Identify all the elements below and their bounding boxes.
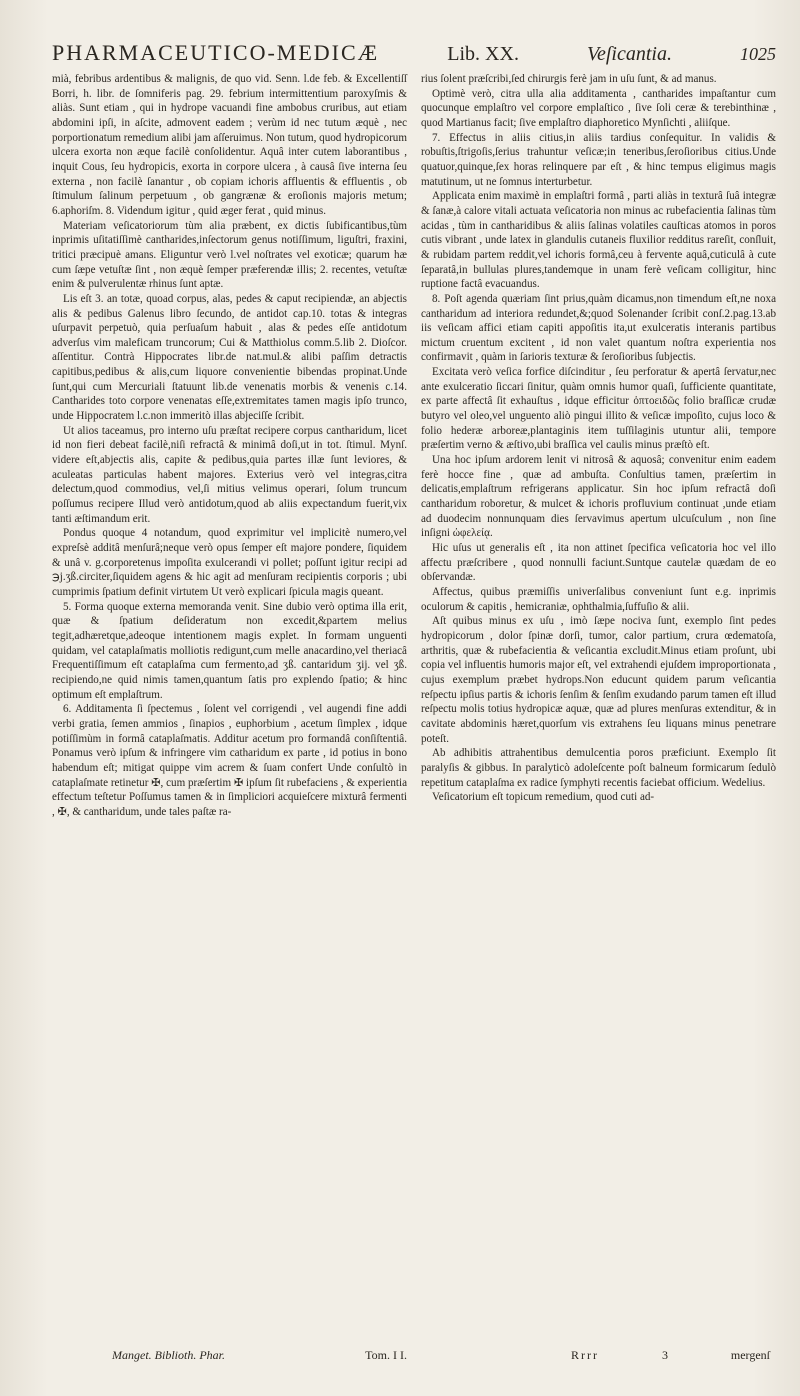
running-title: PHARMACEUTICO-MEDICÆ — [52, 40, 380, 65]
paragraph: rius ſolent præſcribi,ſed chirurgis ferè jam in uſu ſunt, & ad manus. — [421, 73, 717, 85]
signature-number: 3 — [661, 1348, 668, 1362]
paragraph: 8. Poſt agenda quæriam ſint prius,quàm dicamus,non timendum eſt,ne noxa cantharidum ad interiora redundet,&;quod Solenander ſcribit conſ.2.pag.13.ab iis veſicam affici etiam capiti appoſitis ita,ut exulceratis interanis partibus mictum cruentum excitent , id non valet quantum noſtra experientia nos confirmavit , quàm in ſarioris texturæ & ſeroſioribus ſubjectis. — [421, 292, 776, 364]
paragraph: Veſicatorium eſt topicum remedium, quod cuti ad- — [432, 791, 655, 804]
section-title: Veſicantia. — [586, 43, 672, 65]
book-number: Lib. XX. — [447, 43, 519, 65]
paragraph: Pondus quoque 4 notandum, quod exprimitur vel implicitè numero,vel expreſsè additâ menſurâ;neque verò opus ſemper eſt majore pondere, ſiquidem & unâ v. g.corporetenus impoſita exulcerandi vi pollet; poſſunt igitur recipi ad ℈j.ʒß.circiter,ſiquidem agens & hic agit ad menſuram recipientis corporis ; ubi cumprimis ſpatium definit virtutem Ut verò explicari ſpicula magis queant. — [52, 527, 407, 598]
paragraph: Una hoc ipſum ardorem lenit vi nitrosâ & aquosâ; convenitur enim eadem ferè hocce fine , quæ ad ambuſta. Conſultius tamen, præſertim in delicatis,emplaſtrum refrigerans applicatur. Sin hoc ipſum refractâ doſi cantharidum roboretur, & mulcet & ichoris profluvium continuat ,unde etiam ad duodecim nonnunquam dies ſervavimus apertum ulcuſculum , non ſine inſigni ὠφελείᾳ. — [421, 454, 776, 540]
paragraph: 5. Forma quoque externa memoranda venit. Sine dubio verò optima illa erit, quæ & ſpatium deſideratum non excedit,&partem melius tegit,adhæretque,adeoque intentionem magis explet. In formam unguenti quidam, vel cataplaſmatis molliotis redigunt,cum melle anacardino,vel theriacâ Frequentiſſimum eſt cataplaſma cum fermento,ad ʒß. cantaridum ʒij. vel ʒß. recipiendo,ne quid nimis tamen,quantum ſatis pro explendo ſpatio; & hinc optimum eſt emplaſtrum. — [52, 600, 407, 701]
paragraph: Materiam veſicatoriorum tùm alia præbent, ex dictis ſubificantibus,tùm inprimis uſitatiſſimè cantharides,inſectorum genus notiſſimum, liguſtri, fraxini, tritici præcipuè amans. Eliguntur verò l.vel noſtrates vel exoticæ; quarum hæ cum ſæpe vetuſtæ ſint , non æquè ſemper præferendæ illis; 2. recentes, vetuſtæ enim & pulverulentæ rhinus ſunt aptæ. — [52, 219, 407, 291]
right-column — [421, 72, 776, 819]
page-number: 1025 — [740, 44, 776, 64]
signature-mark: Rrrr — [571, 1348, 599, 1362]
paragraph: Ab adhibitis attrahentibus demulcentia poros præficiunt. Exemplo ſit paralyſis & gibbus. In paralyticò adoleſcente poſt balneum formicarum ſedulò repetitum cataplaſma ex radice ſymphyti recentis faciebat officium. Wedelius. — [421, 747, 776, 789]
paragraph: 6. Additamenta ſi ſpectemus , ſolent vel corrigendi , vel augendi fine addi verbi gratia, ſemen ammios , ſinapios , euphorbium , acetum ſimplex , idque potiſſimùm in formâ cataplaſmatis. Additur acetum pro formandâ conſiſtentiâ. Ponamus verò ipſum & infringere vim catharidum ex parte , id potius in bono habendum eſt; mitigat quippe vim acrem & ſuam confert Unde conſultò in cataplaſmate retinetur ✠, cum præſertim ✠ ipſum ſit rubefaciens , & experientia effectum teſtetur Poſſumus tamen & in ſimpliciori acquieſcere mixturâ fermenti , ✠, & cantharidum, unde tales paſtæ ra- — [52, 703, 407, 818]
paragraph: Excitata verò veſica forfice diſcinditur , ſeu perforatur & apertâ ſervatur,nec ante exulceratio ſiccari ſinitur, quàm omnis humor quaſi, ſufficiente quantitate, ex parte affectâ ſit exhauſtus , idque efficitur ὀπτοειδῶς folio braſſicæ crudæ butyro vel oleo,vel unguento aliò pingui illito & veſicæ impoſito, cujus loco & folio hederæ arboreæ,plantaginis item tuſſilaginis utuntur alii, tempore præſertim verno & æſtivo,ubi braſſica vel caulis minus præſtò eſt. — [421, 366, 776, 452]
paragraph: Affectus, quibus præmiſſis univerſalibus conveniunt ſunt e.g. inprimis oculorum & capitis , hemicraniæ, ophthalmia,ſuffuſio & alii. — [421, 585, 776, 613]
paragraph: Lis eſt 3. an totæ, quoad corpus, alas, pedes & caput recipiendæ, an abjectis alis & pedibus Galenus libro ſecundo, de antidot cap.10. totas & integras uſurpavit perpetuò, quia perſuaſum habuit , alas & pedes eſſe antidotum adverſus vim maleficam truncorum; Cui & Matthiolus comm.5.lib 2. Dioſcor. aſſentitur. Contrà Hippocrates libr.de nat.mul.& alibi paſſim detractis capitibus,pedibus & alis,cum liquore convenientie bibendas propinat.Unde ſunt,qui cum Mercuriali ſtatuunt lib.de venenatis morbis & venenis c.14. Cantharides toto corpore venenatas eſſe,extremitates tamen magis ipſo trunco, unde Hippocratem l.c.non immeritò illas abjeciſſe ſcribit. — [52, 292, 407, 423]
left-column — [52, 72, 407, 819]
paragraph: Aſt quibus minus ex uſu , imò ſæpe nociva ſunt, exemplo ſint pedes hydropicorum , dolor ſpinæ dorſi, tumor, calor partium, crura œdematoſa, arthritis, quæ & rubefacientia & veſicantia excludit.Minus etiam proſunt, ubi copia vel influentis humoris major eſt, vel extrahendi ejuſdem improportionata , cujus exemplum præbet hydrops.Non educunt quidem parum veſicantia reſpectu ipſius partis & ichoris ſenſim & ſenſim exudando parum tamen eſt illud reſpectu molis totius hydropicæ aquæ, quæ ad plures menſuras extenditur, & in cavitate abdominis hæret,quorſum vis extrahens ſeu liquans minus penetrare poteſt. — [421, 615, 776, 745]
catchword: mergenſ — [730, 1348, 770, 1362]
paragraph: Optimè verò, citra ulla alia additamenta , cantharides impaſtantur cum quocunque emplaſtro vel corpore emplaſtico , ſive ſoli ceræ & terebinthinæ , quod Martianus facit; ſive emplaſtro diaphoretico Mynſichti , aliiſque. — [421, 87, 776, 129]
footer-source: Manget. Biblioth. Phar. — [112, 1348, 225, 1362]
paragraph: Applicata enim maximè in emplaſtri formâ , parti aliàs in texturâ ſuâ integræ & ſanæ,à calore vitali actuata veſicatoria non minus ac rubefacientia ſalinas tùm acidas , tùm in cantharidibus & aliis ſalinas volatiles cauſticas atomos in poros cutis vibrant , unde latex in glandulis cutaneis fluxilior redditus rareſit, conſluit, & rubidam partem reddit,vel ichoris formâ,ceu à fervente aquâ,cuticulâ à cute ſeparatâ,in bullulas plures,tandemque in unam ferè veſicam colligitur, hinc ruptione factâ evacuandus. — [421, 190, 776, 291]
page-footer — [52, 1348, 776, 1363]
paragraph: 7. Effectus in aliis citius,in aliis tardius conſequitur. In validis & robuſtis,ſtrigoſis,ſerius trahuntur veſicæ;in teneribus,ſeroſioribus citius.Unde quatuor,quinque,ſex horas relinquere par eſt , & hinc tempus eligimus magis matutinum, ut ne ſomnus interturbetur. — [421, 131, 776, 188]
footer-tome: Tom. I I. — [365, 1348, 407, 1362]
running-header — [52, 40, 776, 70]
paragraph: mià, febribus ardentibus & malignis, de quo vid. Senn. l.de feb. & Excellentiſſ Borri, h. libr. de ſomniferis pag. 29. febrium intermittentium paroxyſmis & aliàs. Sunt etiam , qui in hydrope vacuandi fine ambobus cruribus, aut etiam abdomini ipſi, in aſcite, admovent eadem ; verùm id nec tutum æquè , nec porportionatum remedium alibi jam aſſeruimus. Non tutum, quod hydropicorum ulcera exorta non æque facilè conſolidentur. Aquâ inter cutem laborantibus , inquit Cous, ſeu hydropicis, exorta in corpore ulcera , à causâ ſive interna ſeu externa , non facilè ſanantur , ob copiam ichoris affluentis & effluentis , ob ſtimulum ſalinum perpetuum , ob gangrænæ & eroſionis majoris metum; 6.aphoriſm. 8. Videndum igitur , quid æger ferat , quid minus. — [52, 73, 407, 217]
paragraph: Hic uſus ut generalis eſt , ita non attinet ſpecifica veſicatoria hoc vel illo affectu præſcribere , quod nonnulli faciunt.Suntque cautelæ quædam de eo obſervandæ. — [421, 542, 776, 584]
text-columns — [52, 72, 776, 819]
paragraph: Ut alios taceamus, pro interno uſu præſtat recipere corpus cantharidum, licet id non fieri debeat facilè,niſi refractâ & minimâ doſi,ut in tot. ſtimul. Mynſ. videre eſt,abjectis alis, capite & pedibus,quia partes illæ ſunt leviores, & aculeatas particulas habent majores. Exterius verò vel integras,citra delectum,quod commodius, vel,ſi mitius velimus operari, ſolum truncum poſſumus recipere Illud verò antidotum,quod ab aliis expectandum fuerit,vix tanti æſtimandum erit. — [52, 424, 407, 525]
